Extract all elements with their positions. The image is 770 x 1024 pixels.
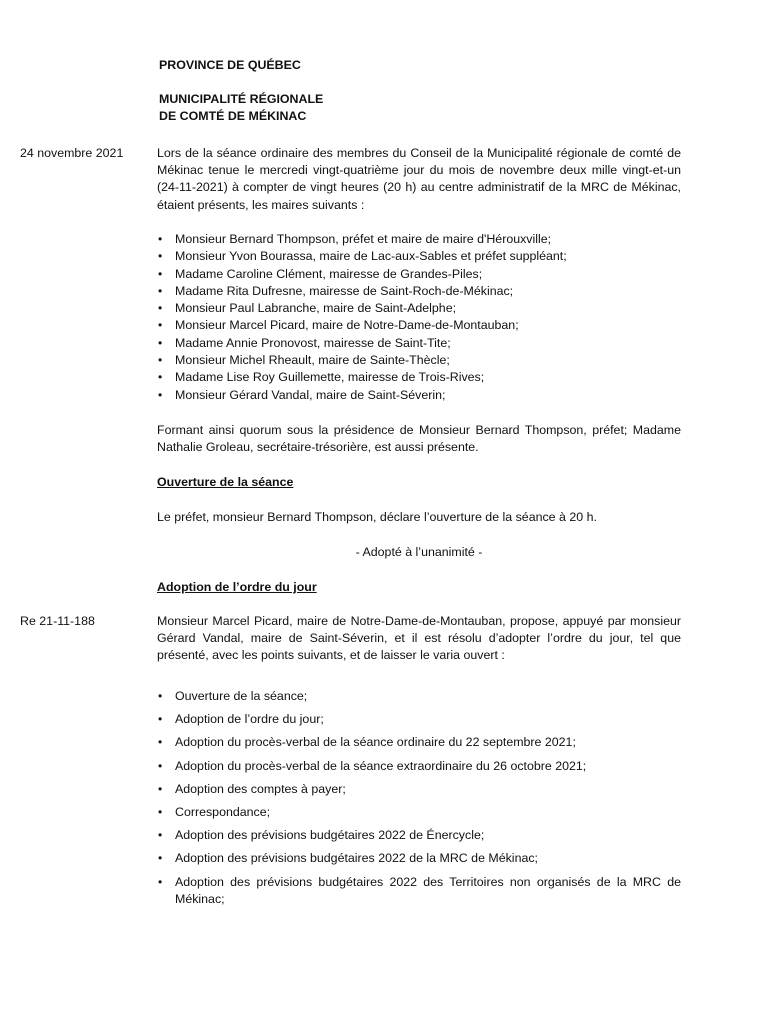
mayors-list [157, 231, 681, 404]
adopted-note: - Adopté à l’unanimité - [355, 545, 483, 559]
mrc-title [159, 91, 323, 125]
list-item: • Monsieur Bernard Thompson, préfet et maire de maire d'Hérouxville; [157, 231, 681, 248]
section-heading-opening: Ouverture de la séance [157, 475, 294, 489]
list-item: • Adoption du procès-verbal de la séance ordinaire du 22 septembre 2021; [157, 734, 681, 751]
list-item: • Adoption du procès-verbal de la séance extraordinaire du 26 octobre 2021; [157, 758, 681, 775]
intro-paragraph: Lors de la séance ordinaire des membres du Conseil de la Municipalité régionale de comté de Mékinac tenue le mercredi vingt-quatrième jour du mois de novembre deux mille vingt-et-un (24-11-2021) à compter de vingt heures (20 h) au centre administratif de la MRC de Mékinac, étaient présents, les maires suivants : [157, 146, 681, 212]
list-item: • Adoption des prévisions budgétaires 2022 de la MRC de Mékinac; [157, 850, 681, 867]
list-item: • Madame Rita Dufresne, mairesse de Saint-Roch-de-Mékinac; [157, 283, 681, 300]
province-title: PROVINCE DE QUÉBEC [159, 58, 301, 72]
list-item: • Correspondance; [157, 804, 681, 821]
mrc-title-line2: DE COMTÉ DE MÉKINAC [159, 109, 307, 124]
section-heading-agenda: Adoption de l’ordre du jour [157, 580, 317, 594]
margin-resolution-number: Re 21-11-188 [20, 614, 95, 628]
list-item: • Madame Annie Pronovost, mairesse de Saint-Tite; [157, 335, 681, 352]
mrc-title-line1: MUNICIPALITÉ RÉGIONALE [159, 92, 324, 106]
list-item: • Monsieur Michel Rheault, maire de Sainte-Thècle; [157, 352, 681, 369]
list-item: • Madame Lise Roy Guillemette, mairesse de Trois-Rives; [157, 369, 681, 386]
list-item: • Ouverture de la séance; [157, 688, 681, 705]
list-item: • Adoption de l’ordre du jour; [157, 711, 681, 728]
list-item: • Adoption des prévisions budgétaires 2022 de Énercycle; [157, 827, 681, 844]
list-item: • Monsieur Marcel Picard, maire de Notre-Dame-de-Montauban; [157, 317, 681, 334]
agenda-resolution-paragraph: Monsieur Marcel Picard, maire de Notre-Dame-de-Montauban, propose, appuyé par monsieur Gérard Vandal, maire de Saint-Séverin, et il est résolu d’adopter l’ordre du jour, tel que présenté, avec les points suivants, et de laisser le varia ouvert : [157, 614, 681, 663]
list-item: • Adoption des prévisions budgétaires 2022 des Territoires non organisés de la MRC de Mékinac; [157, 874, 681, 908]
opening-paragraph: Le préfet, monsieur Bernard Thompson, déclare l’ouverture de la séance à 20 h. [157, 510, 597, 524]
margin-date: 24 novembre 2021 [20, 146, 124, 160]
list-item: • Monsieur Gérard Vandal, maire de Saint-Séverin; [157, 387, 681, 404]
list-item: • Monsieur Paul Labranche, maire de Saint-Adelphe; [157, 300, 681, 317]
list-item: • Adoption des comptes à payer; [157, 781, 681, 798]
list-item: • Madame Caroline Clément, mairesse de Grandes-Piles; [157, 266, 681, 283]
agenda-list [157, 688, 681, 914]
quorum-paragraph: Formant ainsi quorum sous la présidence de Monsieur Bernard Thompson, préfet; Madame Nathalie Groleau, secrétaire-trésorière, est aussi présente. [157, 423, 681, 455]
list-item: • Monsieur Yvon Bourassa, maire de Lac-aux-Sables et préfet suppléant; [157, 248, 681, 265]
